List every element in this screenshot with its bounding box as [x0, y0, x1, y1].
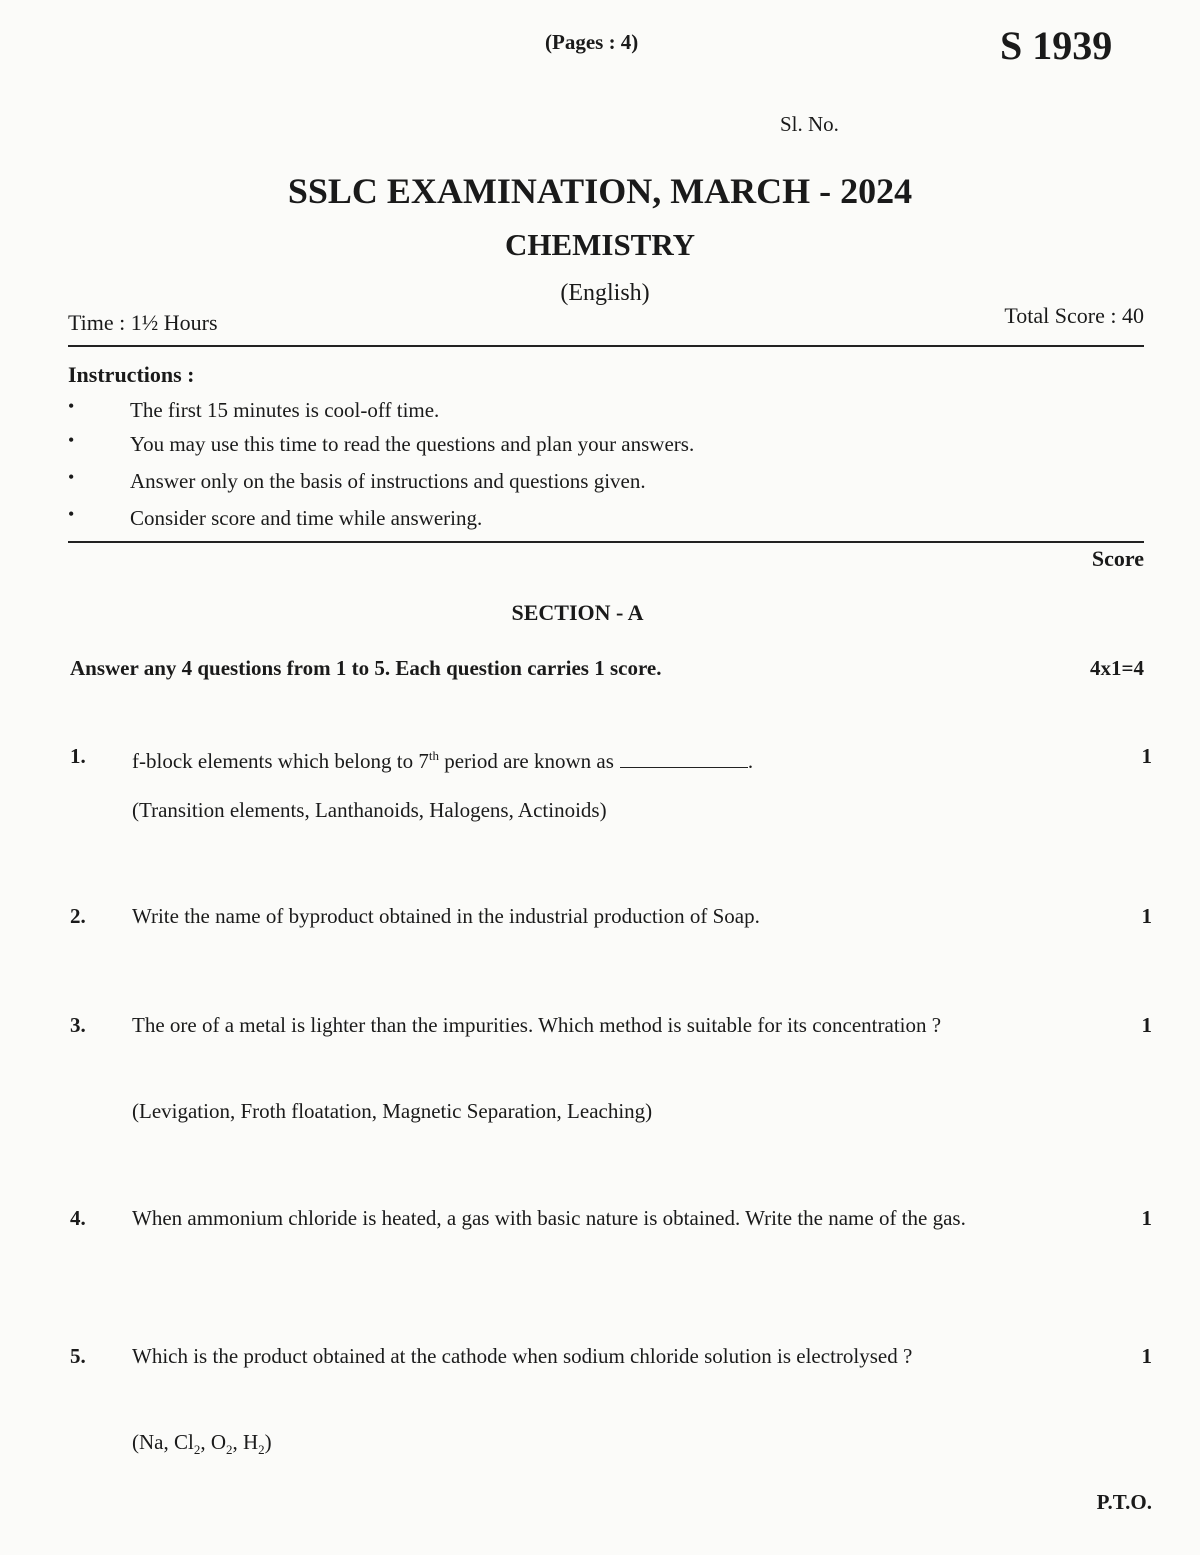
language-label: (English)	[560, 280, 650, 306]
question-number: 5.	[70, 1344, 86, 1368]
bullet-icon: •	[68, 430, 75, 450]
pages-count: (Pages : 4)	[545, 30, 639, 54]
section-directive: Answer any 4 questions from 1 to 5. Each question carries 1 score.	[70, 656, 662, 680]
question-options: (Na, $Cl_2$, $O_2$, $H_2$)	[132, 1430, 272, 1458]
answer-blank	[620, 749, 748, 768]
section-score: 4x1=4	[1090, 656, 1144, 680]
question-options: (Transition elements, Lanthanoids, Halogens, Actinoids)	[132, 798, 607, 822]
header-divider	[68, 345, 1144, 347]
question-score: 1	[1141, 904, 1152, 928]
bullet-icon: •	[68, 467, 75, 487]
question-score: 1	[1141, 1344, 1152, 1368]
paper-code: S 1939	[1000, 23, 1113, 68]
instructions-divider	[68, 541, 1144, 543]
bullet-icon: •	[68, 504, 75, 524]
section-title: SECTION - A	[511, 600, 644, 625]
bullet-icon: •	[68, 396, 75, 416]
instructions-title: Instructions :	[68, 362, 195, 387]
question-text: Write the name of byproduct obtained in the industrial production of Soap.	[132, 904, 760, 928]
question-number: 1.	[70, 744, 86, 768]
question-score: 1	[1141, 744, 1152, 768]
question-number: 3.	[70, 1013, 86, 1037]
question-text: f-block elements which belong to 7th period are known as .	[132, 748, 754, 773]
question-number: 4.	[70, 1206, 86, 1230]
please-turn-over: P.T.O.	[1096, 1490, 1152, 1514]
question-options: (Levigation, Froth floatation, Magnetic Separation, Leaching)	[132, 1099, 653, 1123]
question-number: 2.	[70, 904, 86, 928]
time-allowed: Time : 1½ Hours	[68, 310, 218, 335]
question-score: 1	[1141, 1013, 1152, 1037]
serial-number-label: Sl. No.	[780, 112, 839, 136]
score-column-label: Score	[1091, 546, 1144, 571]
question-text: When ammonium chloride is heated, a gas with basic nature is obtained. Write the name of the gas.	[132, 1206, 966, 1230]
question-text: Which is the product obtained at the cathode when sodium chloride solution is electrolysed ?	[132, 1344, 913, 1368]
subject-title: CHEMISTRY	[504, 227, 696, 262]
question-score: 1	[1141, 1206, 1152, 1230]
question-text: The ore of a metal is lighter than the impurities. Which method is suitable for its concentration ?	[132, 1013, 942, 1037]
total-score: Total Score : 40	[1004, 303, 1144, 328]
exam-title: SSLC EXAMINATION, MARCH - 2024	[287, 171, 913, 211]
